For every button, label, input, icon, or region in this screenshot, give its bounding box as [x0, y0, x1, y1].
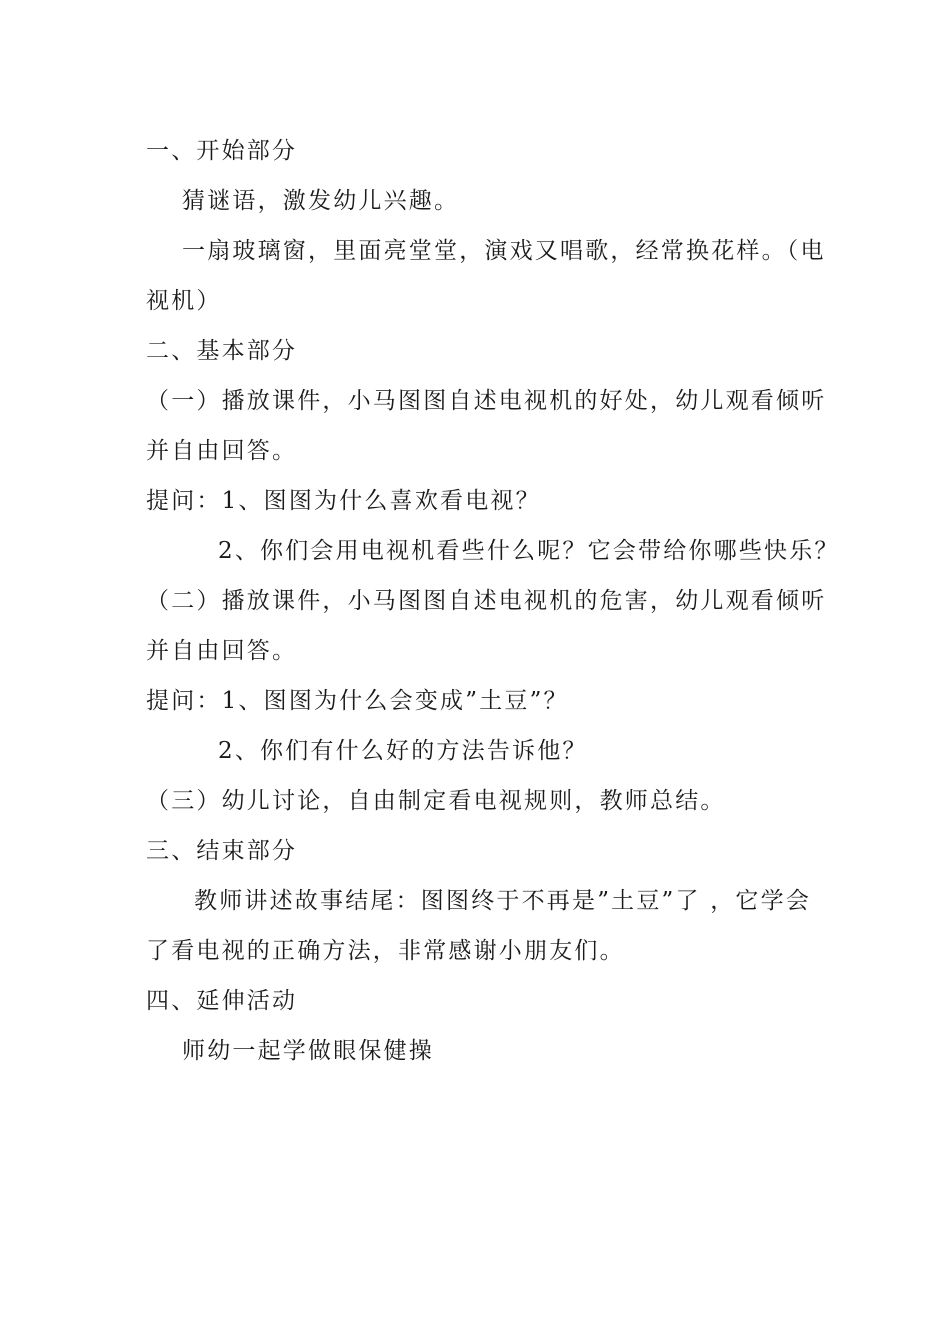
question-1a: 提问：1、图图为什么喜欢看电视？: [146, 488, 541, 514]
paragraph-ending-line2: 了看电视的正确方法，非常感谢小朋友们。: [146, 938, 625, 964]
section-heading-basic: 二、基本部分: [146, 338, 298, 364]
paragraph-part1-line2: 并自由回答。: [146, 438, 298, 464]
paragraph-part3: （三）幼儿讨论，自由制定看电视规则，教师总结。: [146, 788, 726, 814]
section-heading-end: 三、结束部分: [146, 838, 298, 864]
paragraph-part1-line1: （一）播放课件，小马图图自述电视机的好处，幼儿观看倾听: [146, 388, 827, 414]
paragraph-ending-line1: 教师讲述故事结尾：图图终于不再是”土豆”了 ，它学会: [194, 888, 812, 914]
paragraph-extension: 师幼一起学做眼保健操: [182, 1038, 434, 1064]
paragraph-riddle-intro: 猜谜语，激发幼儿兴趣。: [182, 188, 460, 214]
paragraph-part2-line2: 并自由回答。: [146, 638, 298, 664]
section-heading-start: 一、开始部分: [146, 138, 298, 164]
question-1b: 2、你们会用电视机看些什么呢？它会带给你哪些快乐？: [218, 538, 840, 564]
paragraph-riddle-line2: 视机）: [146, 288, 222, 314]
question-2a: 提问：1、图图为什么会变成”土豆”？: [146, 688, 569, 714]
section-heading-extension: 四、延伸活动: [146, 988, 298, 1014]
question-2b: 2、你们有什么好的方法告诉他？: [218, 738, 588, 764]
paragraph-riddle-line1: 一扇玻璃窗，里面亮堂堂，演戏又唱歌，经常换花样。（电: [182, 238, 826, 264]
paragraph-part2-line1: （二）播放课件，小马图图自述电视机的危害，幼儿观看倾听: [146, 588, 827, 614]
